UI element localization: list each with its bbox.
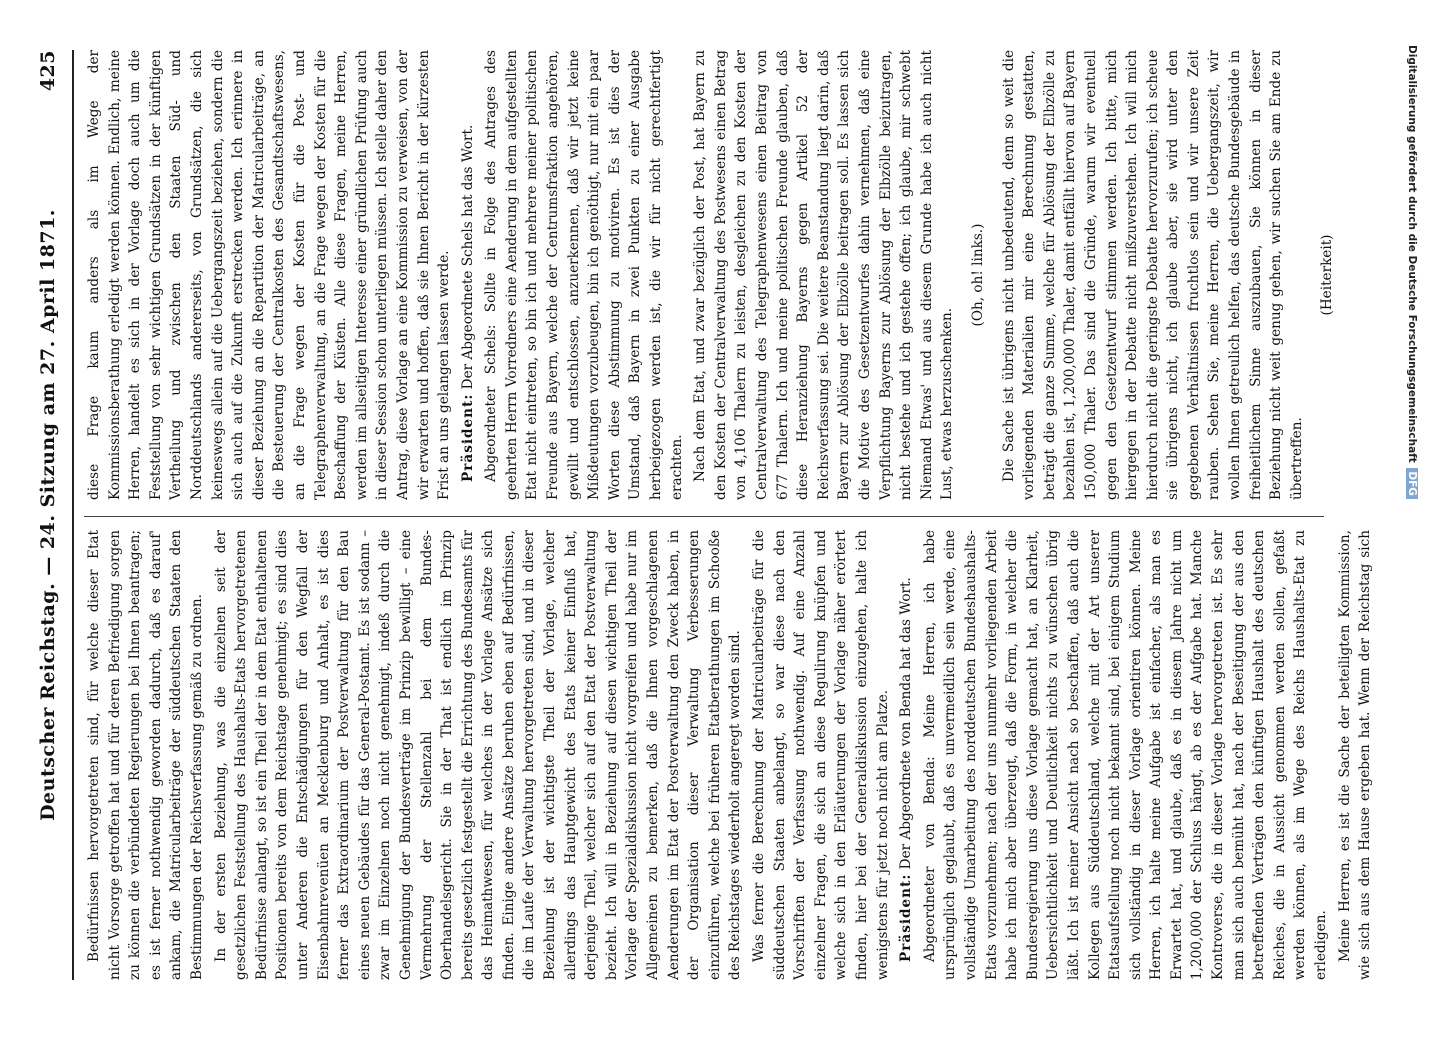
speaker-label: Präsident: <box>459 393 476 482</box>
speaker-label: Präsident: <box>898 873 915 962</box>
dfg-logo: DFG <box>1406 468 1418 499</box>
left-column <box>84 530 1374 980</box>
paragraph-gap <box>1348 50 1374 500</box>
digitization-note <box>1404 45 1418 1045</box>
speaker-paragraph: Präsident: Der Abgeordnete von Benda hat das Wort. <box>898 577 915 962</box>
body-paragraph: In der ersten Beziehung, was die einzelnen seit der gesetzlichen Feststellung des Haushalts-Etats hervorgetretenen Bedürfnisse anlangt, so ist ein Theil der in dem Etat enthaltenen Positionen bereits von dem Reichstage genehmigt; es sind dies unter Anderen die Entschädigungen für den Wegfall der Eisenbahnrevenüen an Mecklenburg und Anhalt, es ist dies ferner das Extraordinarium der Postverwaltung für den Bau eines neuen Gebäudes für das General-Postamt. Es ist sodann – zwar im Einzelnen noch nicht genehmigt, indeß durch die Genehmigung der Bundesverträge im Prinzip bewilligt – eine Vermehrung der Stellenzahl bei dem Bundes-Oberhandelsgericht. Sie in der That ist endlich im Prinzip bereits gesetzlich festgestellt die Errichtung des Bundesamts für das Heimathwesen, für welches in der Vorlage Ansätze sich finden. Einige andere Ansätze beruhen eben auf Bedürfnissen, die im Laufe der Verwaltung hervorgetreten sind, und in dieser Beziehung ist der wichtigste Theil der Vorlage, welcher allerdings das Hauptgewicht des Etats keiner Einfluß hat, derjenige Theil, welcher sich auf den Etat der Postverwaltung bezieht. Ich will in Beziehung auf diesen wichtigen Theil der Vorlage der Spezialdiskussion nicht vorgreifen und habe nur im Allgemeinen zu bemerken, daß die Ihnen vorgeschlagenen Aenderungen im Etat der Postverwaltung den Zweck haben, in der Organisation dieser Verwaltung Verbesserungen einzuführen, welche bei früheren Etatberathungen im Schooße des Reichstages wiederholt angeregt worden sind. <box>212 530 744 980</box>
interjection: (Oh, oh! links.) <box>969 223 986 327</box>
body-paragraph: Bedürfnissen hervorgetreten sind, für welche dieser Etat nicht Vorsorge getroffen hat und für deren Befriedigung sorgen zu können die verbündeten Regierungen bei Ihnen beantragen; es ist ferner nothwendig geworden dadurch, daß es darauf' ankam, die Matricularbeiträge der süddeutschen Staaten den Bestimmungen der Reichsverfassung gemäß zu ordnen. <box>86 530 205 980</box>
header-title: Deutscher Reichstag. — 24. Sitzung am 27. April 1871. <box>37 209 59 821</box>
body-paragraph: Die Sache ist übrigens nicht unbedeutend, denn so weit die vorliegenden Materialien mir eine Berechnung gestatten, beträgt die ganze Summe, welche für Ablösung der Elbzölle zu bezahlen ist, 1,200,000 Thaler, damit entfällt hiervon auf Bayern 150,000 Thaler. Das sind die Gründe, warum wir eventuell gegen den Gesetzentwurf stimmen werden. Ich bitte, mich hiergegen in der Debatte nicht mißzuverstehen. Ich will mich hierdurch nicht die geringste Debatte hervorzurufen; ich scheue sie übrigens nicht, ich glaube aber, sie wird unter den gegebenen Verhältnissen fruchtlos sein und wir unsere Zeit rauben. Sehen Sie, meine Herren, die Uebergangszeit, wir wollen Ihnen getreulich helfen, das deutsche Bundesgebäude in freiheitlichem Sinne auszubauen, Sie können in dieser Beziehung nicht weit genug gehen, wir suchen Sie am Ende zu übertreffen. <box>1000 50 1305 500</box>
body-paragraph: Was ferner die Berechnung der Matricularbeiträge für die süddeutschen Staaten anbelangt, so war diese nach den Vorschriften der Verfassung nothwendig. Auf eine Anzahl einzelner Fragen, die sich an diese Regulirung knüpfen und welche sich in den Erläuterungen der Vorlage näher erörtert finden, hier bei der Generaldiskussion einzugehen, halte ich wenigstens für jetzt noch nicht am Platze. <box>751 530 891 980</box>
body-paragraph: diese Frage kaum anders als im Wege der Kommissionsberathung erledigt werden können. Endlich, meine Herren, handelt es sich in der Vorlage doch auch um die Feststellung von sehr wichtigen Grundsätzen in der künftigen Vertheilung und zwischen den Staaten Süd- und Norddeutschlands andererseits, von Grundsätzen, die sich keineswegs allein auf die Uebergangszeit beziehen, sondern die sich auch auf die Zukunft erstrecken werden. Ich erinnere in dieser Beziehung an die Repartition der Matricularbeiträge, an die Besteuerung der Centralkosten des Gesandtschaftswesens, an die Frage wegen der Kosten für die Post- und Telegraphenverwaltung, an die Frage wegen der Kosten für die Beschaffung der Küsten. Alle diese Fragen, meine Herren, werden im allseitigen Interesse einer gründlichen Prüfung auch in dieser Session schon unterliegen müssen. Ich stelle daher den Antrag, diese Vorlage an eine Kommission zu verweisen, von der wir erwarten und hoffen, daß sie Ihnen Bericht in der kürzesten Frist an uns gelangen lassen werde. <box>86 50 453 500</box>
body-paragraph: Meine Herren, es ist die Sache der beteiligten Kommission, wie sich aus dem Hause ergeben hat. Wenn der Reichstag sich <box>1336 530 1374 980</box>
header-rule <box>72 50 74 980</box>
running-head <box>28 50 68 980</box>
digitization-text: Digitalisierung gefördert durch die Deutsche Forschungsgemeinschaft <box>1406 45 1418 463</box>
right-column <box>84 50 1374 500</box>
column-divider <box>84 516 1324 517</box>
body-paragraph: Nach dem Etat, und zwar bezüglich der Post, hat Bayern zu den Kosten der Centralverwaltung des Postwesens einen Betrag von 4,106 Thalern zu leisten, desgleichen zu den Kosten der Centralverwaltung des Telegraphenwesens einen Beitrag von 677 Thalern. Ich und meine politischen Freunde glauben, daß diese Heranziehung Bayerns gegen Artikel 52 der Reichsverfassung sei. Die weitere Beanstandung liegt darin, daß Bayern zur Ablösung der Elbzölle beitragen soll. Es lassen sich die Motive des Gesetzentwurfes dahin vernehmen, daß eine Verpflichtung Bayerns zur Ablösung der Elbzölle beizutragen, nicht bestehe und ich gestehe offen; ich glaube, mir schwebt Niemand Etwas' und aus diesem Grunde habe ich auch nicht Lust, etwas herzuschenken. <box>692 50 956 500</box>
body-paragraph: Abgeordneter von Benda: Meine Herren, ich habe ursprünglich geglaubt, daß es unvermeidlich sein werde, eine vollständige Umarbeitung des norddeutschen Bundeshaushalts-Etats vorzunehmen; nach der uns nunmehr vorliegenden Arbeit habe ich mich aber überzeugt, daß die Form, in welcher die Bundesregierung uns diese Vorlage gemacht hat, an Klarheit, Uebersichtlichkeit und Deutlichkeit nichts zu wünschen übrig läßt. Ich ist meiner Ansicht nach so beschaffen, daß auch die Kollegen aus Süddeutschland, welche mit der Art unserer Etatsaufstellung noch nicht bekannt sind, bei einigem Studium sich vollständig in dieser Vorlage orientiren können. Meine Herren, ich halte meine Aufgabe ist einfacher, als man es Erwartet hat, und glaube, daß es in diesem Jahre nicht um 1,200,000 der Schluss hängt, ab es der Aufgabe hat. Manche Kontroverse, die in dieser Vorlage hervorgetreten ist. Es sehr man sich auch bemüht hat, nach der Beseitigung der aus den betreffenden Verträgen den künftigen Haushalt des deutschen Reiches, die in Aussicht genommen werden sollen, gefaßt werden können, als im Wege des Reichs Haushalts-Etat zu erledigen. <box>921 530 1330 980</box>
body-paragraph: Abgeordneter Schels: Sollte in Folge des Antrages des geehrten Herrn Vorredners eine Aenderung in dem aufgestellten Etat nicht eintreten, so bin ich und mehrere meiner politischen Freunde aus Bayern, welche der Centrumsfraktion angehören, gewillt und entschlossen, anzuerkennen, daß wir jetzt keine Mißdeutungen vorzubeugen, bin ich genöthigt, nur mit ein paar Worten diese Abstimmung zu motiviren. Es ist dies der Umstand, daß Bayern in zwei Punkten zu einer Ausgabe herbeigezogen werden ist, die wir für nicht gerechtfertigt erachten. <box>483 50 685 500</box>
page-number: 425 <box>37 50 59 92</box>
interjection: (Heiterkeit) <box>1319 234 1336 316</box>
speaker-paragraph: Präsident: Der Abgeordnete Schels hat das Wort. <box>459 124 476 482</box>
